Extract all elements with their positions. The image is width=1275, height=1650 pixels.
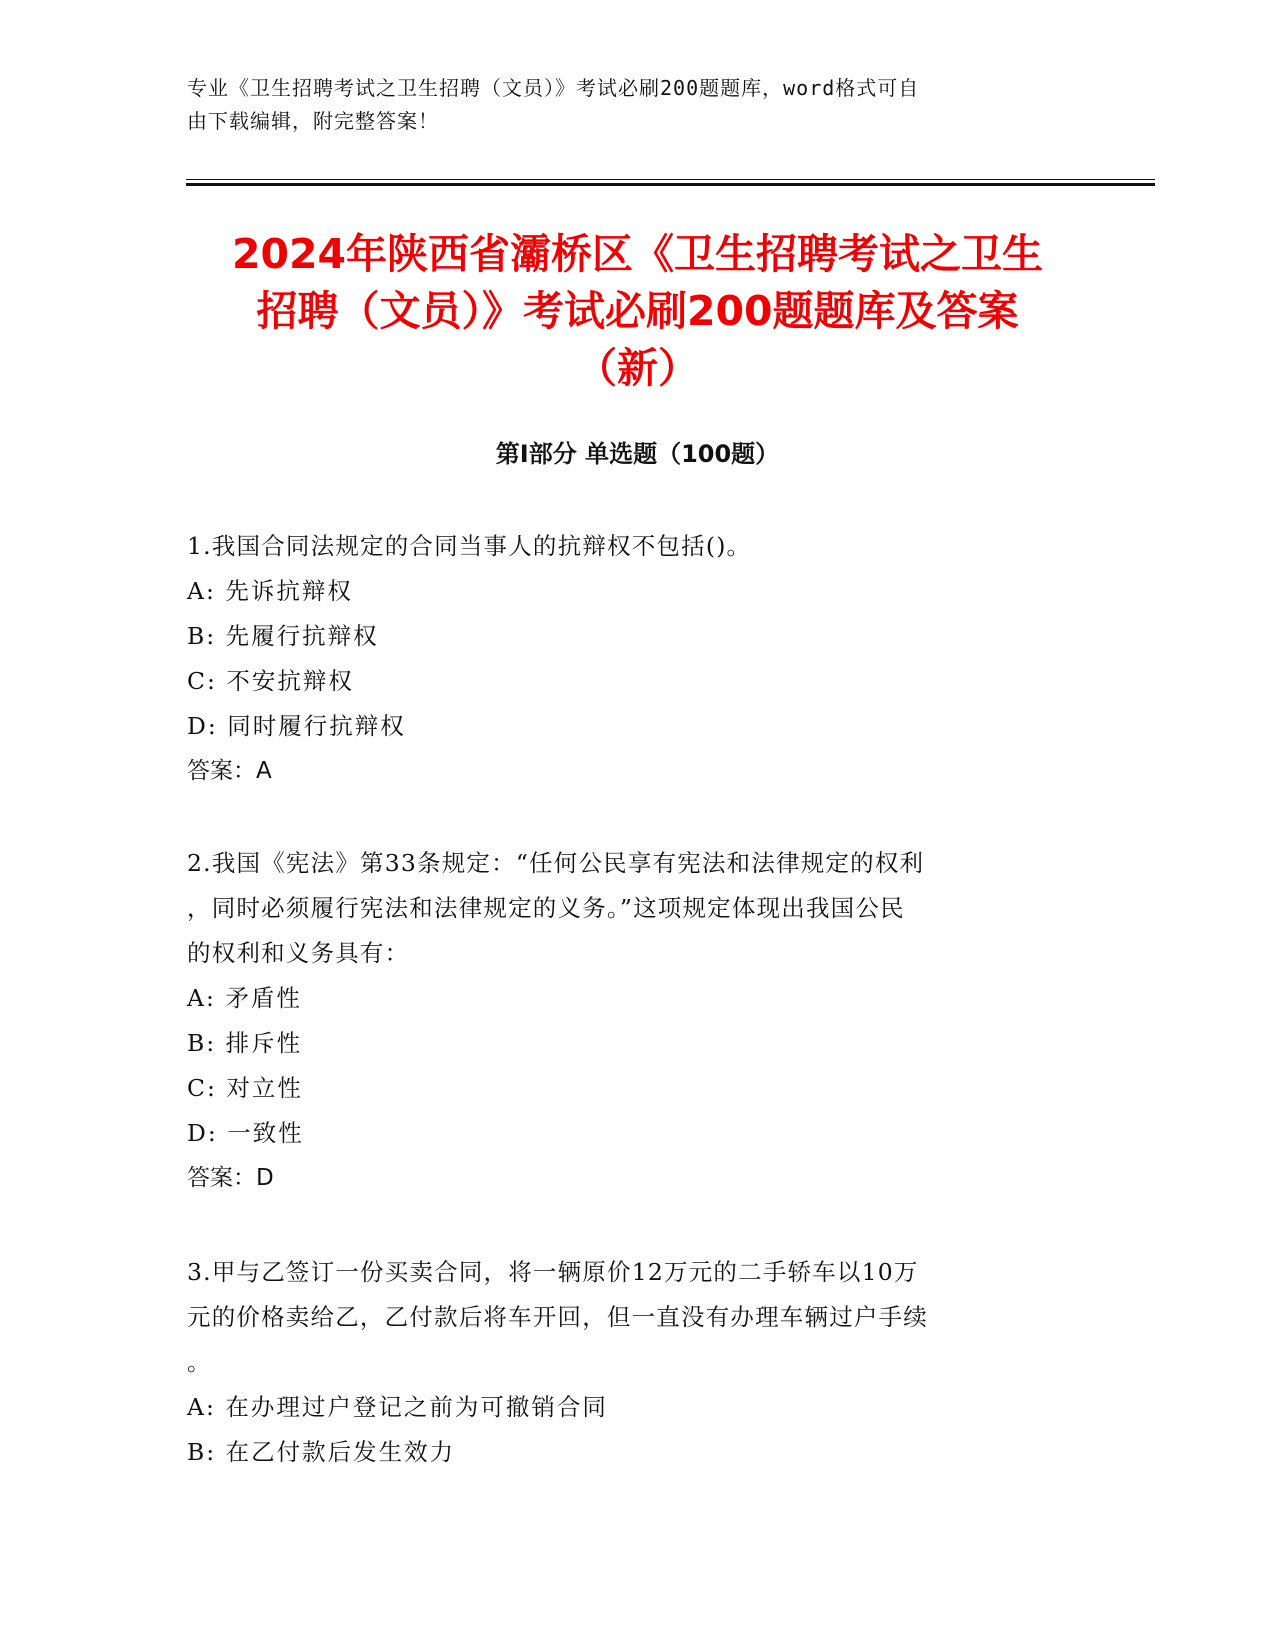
option-b: B: 在乙付款后发生效力 (187, 1438, 456, 1466)
question-stem: 1.我国合同法规定的合同当事人的抗辩权不包括()。 (187, 532, 752, 560)
question-stem: 元的价格卖给乙，乙付款后将车开回，但一直没有办理车辆过户手续 (187, 1303, 928, 1331)
title-line: （新） (576, 344, 699, 392)
question-block (187, 524, 1087, 794)
option-d: D: 一致性 (187, 1119, 304, 1147)
option-a: A: 矛盾性 (187, 984, 302, 1012)
question-block (187, 1250, 1087, 1475)
intro-line: 专业《卫生招聘考试之卫生招聘（文员）》考试必刷200题题库，word格式可自 (187, 76, 920, 100)
header-divider-thin (186, 179, 1155, 180)
question-stem: 2.我国《宪法》第33条规定：“任何公民享有宪法和法律规定的权利 (187, 849, 925, 877)
answer-label: 答案：A (187, 758, 272, 784)
option-a: A: 先诉抗辩权 (187, 577, 353, 605)
question-stem: 的权利和义务具有： (187, 939, 410, 967)
option-d: D: 同时履行抗辩权 (187, 712, 406, 740)
section-heading: 第I部分 单选题（100题） (495, 440, 780, 468)
header-divider-thick (186, 183, 1155, 186)
question-block (187, 841, 1087, 1201)
question-stem: ，同时必须履行宪法和法律规定的义务。”这项规定体现出我国公民 (187, 894, 905, 922)
intro-text (187, 72, 1067, 138)
title-line: 2024年陕西省灞桥区《卫生招聘考试之卫生 (231, 230, 1044, 278)
option-b: B: 先履行抗辩权 (187, 622, 379, 650)
question-stem: 3.甲与乙签订一份买卖合同，将一辆原价12万元的二手轿车以10万 (187, 1258, 919, 1286)
option-c: C: 对立性 (187, 1074, 303, 1102)
document-title (160, 226, 1115, 397)
intro-line: 由下载编辑，附完整答案！ (187, 109, 439, 133)
option-a: A: 在办理过户登记之前为可撤销合同 (187, 1393, 608, 1421)
answer-label: 答案：D (187, 1165, 274, 1191)
title-line: 招聘（文员）》考试必刷200题题库及答案 (256, 287, 1019, 335)
option-b: B: 排斥性 (187, 1029, 303, 1057)
question-stem: 。 (187, 1348, 212, 1376)
option-c: C: 不安抗辩权 (187, 667, 354, 695)
